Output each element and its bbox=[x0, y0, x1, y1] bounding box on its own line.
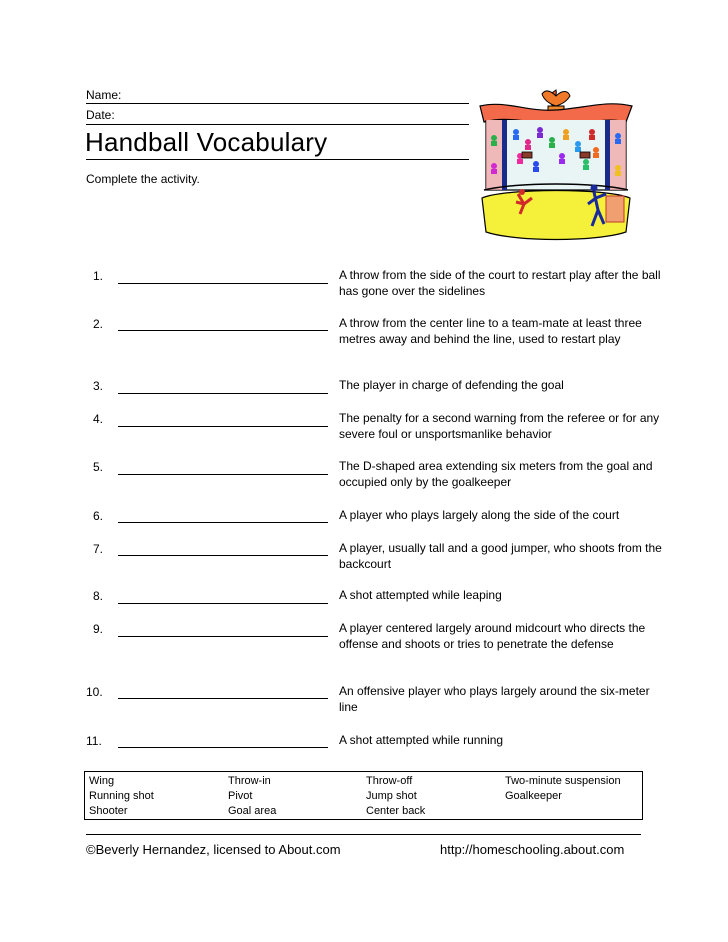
item-number: 3. bbox=[93, 379, 104, 393]
item-number: 10. bbox=[86, 685, 103, 699]
item-definition: A shot attempted while running bbox=[339, 733, 504, 747]
answer-blank[interactable] bbox=[118, 747, 328, 748]
date-label: Date: bbox=[86, 108, 115, 122]
item-definition: The D-shaped area extending six meters from the goal and occupied only by the goalkeeper bbox=[339, 459, 653, 489]
word-bank-term: Jump shot bbox=[366, 790, 417, 802]
word-bank-term: Throw-in bbox=[228, 775, 271, 787]
word-bank bbox=[84, 771, 643, 820]
name-label: Name: bbox=[86, 88, 122, 102]
page-title: Handball Vocabulary bbox=[85, 127, 328, 157]
item-definition: A player centered largely around midcourt who directs the offense and shoots or tries to penetrate the defense bbox=[339, 621, 646, 651]
word-bank-term: Center back bbox=[366, 805, 426, 817]
item-definition: A player who plays largely along the side of the court bbox=[339, 508, 620, 522]
item-number: 11. bbox=[86, 734, 102, 748]
item-number: 8. bbox=[93, 589, 104, 603]
item-number: 7. bbox=[93, 542, 104, 556]
answer-blank[interactable] bbox=[118, 330, 328, 331]
item-number: 6. bbox=[93, 509, 104, 523]
item-number: 4. bbox=[93, 412, 104, 426]
item-definition: The player in charge of defending the goal bbox=[339, 378, 564, 392]
word-bank-term: Wing bbox=[89, 775, 115, 787]
word-bank-term: Running shot bbox=[89, 790, 154, 802]
word-bank-term: Goalkeeper bbox=[505, 790, 562, 802]
item-definition: A throw from the center line to a team-mate at least three metres away and behind the line, used to restart play bbox=[339, 316, 642, 346]
item-definition: An offensive player who plays largely around the six-meter line bbox=[339, 684, 650, 714]
item-number: 2. bbox=[93, 317, 104, 331]
footer-rule bbox=[86, 834, 641, 835]
footer-url[interactable]: http://homeschooling.about.com bbox=[440, 842, 625, 857]
answer-blank[interactable] bbox=[118, 474, 328, 475]
instructions: Complete the activity. bbox=[86, 172, 200, 186]
word-bank-term: Throw-off bbox=[366, 775, 413, 787]
footer-credit: ©Beverly Hernandez, licensed to About.com bbox=[86, 842, 341, 857]
item-number: 9. bbox=[93, 622, 104, 636]
answer-blank[interactable] bbox=[118, 283, 328, 284]
word-bank-term: Two-minute suspension bbox=[505, 775, 621, 787]
title-rule bbox=[86, 159, 469, 160]
answer-blank[interactable] bbox=[118, 426, 328, 427]
name-line[interactable] bbox=[86, 103, 469, 104]
date-line[interactable] bbox=[86, 124, 469, 125]
answer-blank[interactable] bbox=[118, 603, 328, 604]
item-number: 5. bbox=[93, 460, 104, 474]
item-definition: A throw from the side of the court to restart play after the ball has gone over the sidelines bbox=[339, 268, 661, 298]
item-definition: A player, usually tall and a good jumper, who shoots from the backcourt bbox=[339, 541, 662, 571]
answer-blank[interactable] bbox=[118, 522, 328, 523]
handball-arena-illustration bbox=[476, 86, 636, 244]
word-bank-term: Pivot bbox=[228, 790, 253, 802]
item-definition: A shot attempted while leaping bbox=[339, 588, 502, 602]
word-bank-term: Goal area bbox=[228, 805, 277, 817]
answer-blank[interactable] bbox=[118, 555, 328, 556]
answer-blank[interactable] bbox=[118, 698, 328, 699]
item-definition: The penalty for a second warning from the referee or for any severe foul or unsportsmanlike behavior bbox=[339, 411, 660, 441]
answer-blank[interactable] bbox=[118, 393, 328, 394]
word-bank-term: Shooter bbox=[89, 805, 128, 817]
item-number: 1. bbox=[93, 269, 104, 283]
answer-blank[interactable] bbox=[118, 636, 328, 637]
